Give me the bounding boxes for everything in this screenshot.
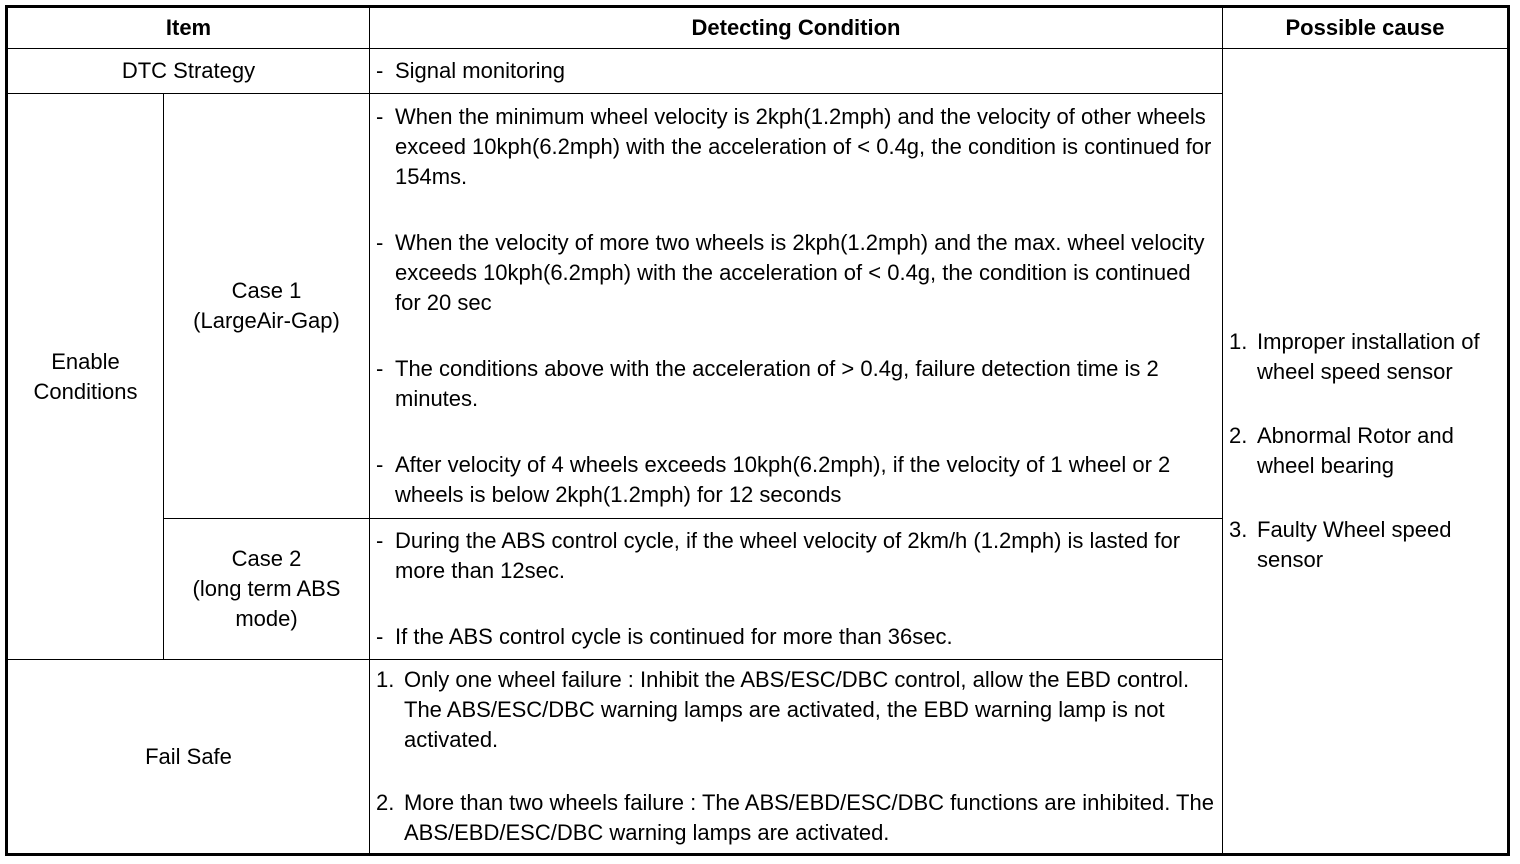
- case2-conditions-cell: [370, 519, 1223, 660]
- condition-item: - The conditions above with the acceleration of > 0.4g, failure detection time is 2 minutes.: [376, 354, 1216, 414]
- header-row: [7, 7, 1509, 49]
- possible-cause-item: 1. Improper installation of wheel speed sensor: [1229, 329, 1480, 384]
- header-possible-cause: Possible cause: [1223, 7, 1509, 49]
- enable-conditions-label: Enable Conditions: [7, 94, 164, 660]
- dtc-table: [5, 5, 1510, 856]
- case2-label: Case 2 (long term ABS mode): [164, 519, 370, 660]
- fail-safe-list: [376, 665, 1216, 848]
- case1-conditions-cell: [370, 94, 1223, 519]
- possible-cause-item: 3. Faulty Wheel speed sensor: [1229, 517, 1452, 572]
- case1-label: Case 1 (LargeAir-Gap): [164, 94, 370, 519]
- condition-item: - During the ABS control cycle, if the wheel velocity of 2km/h (1.2mph) is lasted for more than 12sec.: [376, 526, 1216, 586]
- header-item: Item: [7, 7, 370, 49]
- possible-cause-cell: [1223, 49, 1509, 855]
- dtc-strategy-value: - Signal monitoring: [376, 56, 1216, 86]
- possible-cause-item: 2. Abnormal Rotor and wheel bearing: [1229, 423, 1454, 478]
- condition-item: - When the minimum wheel velocity is 2kph(1.2mph) and the velocity of other wheels exceed 10kph(6.2mph) with the acceleration of < 0.4g, the condition is continued for 154ms.: [376, 102, 1216, 192]
- dtc-strategy-value-cell: [370, 49, 1223, 94]
- fail-safe-item: 2. More than two wheels failure : The ABS/EBD/ESC/DBC functions are inhibited. The ABS/EBD/ESC/DBC warning lamps are activated.: [376, 790, 1214, 845]
- condition-item: - After velocity of 4 wheels exceeds 10kph(6.2mph), if the velocity of 1 wheel or 2 wheels is below 2kph(1.2mph) for 12 seconds: [376, 450, 1216, 510]
- case1-conditions-list: [376, 102, 1216, 510]
- header-detecting-condition: Detecting Condition: [370, 7, 1223, 49]
- dtc-table-container: [5, 5, 1510, 856]
- possible-cause-list: [1229, 327, 1501, 575]
- fail-safe-label: Fail Safe: [7, 660, 370, 855]
- dtc-strategy-row: [7, 49, 1509, 94]
- fail-safe-item: 1. Only one wheel failure : Inhibit the ABS/ESC/DBC control, allow the EBD control. The ABS/ESC/DBC warning lamps are activated, the EBD warning lamp is not activated.: [376, 667, 1190, 752]
- condition-item: - When the velocity of more two wheels is 2kph(1.2mph) and the max. wheel velocity exceeds 10kph(6.2mph) with the acceleration of < 0.4g, the condition is continued for 20 sec: [376, 228, 1216, 318]
- fail-safe-cell: [370, 660, 1223, 855]
- dtc-strategy-label: DTC Strategy: [7, 49, 370, 94]
- condition-item: - If the ABS control cycle is continued for more than 36sec.: [376, 622, 1216, 652]
- case2-conditions-list: [376, 526, 1216, 652]
